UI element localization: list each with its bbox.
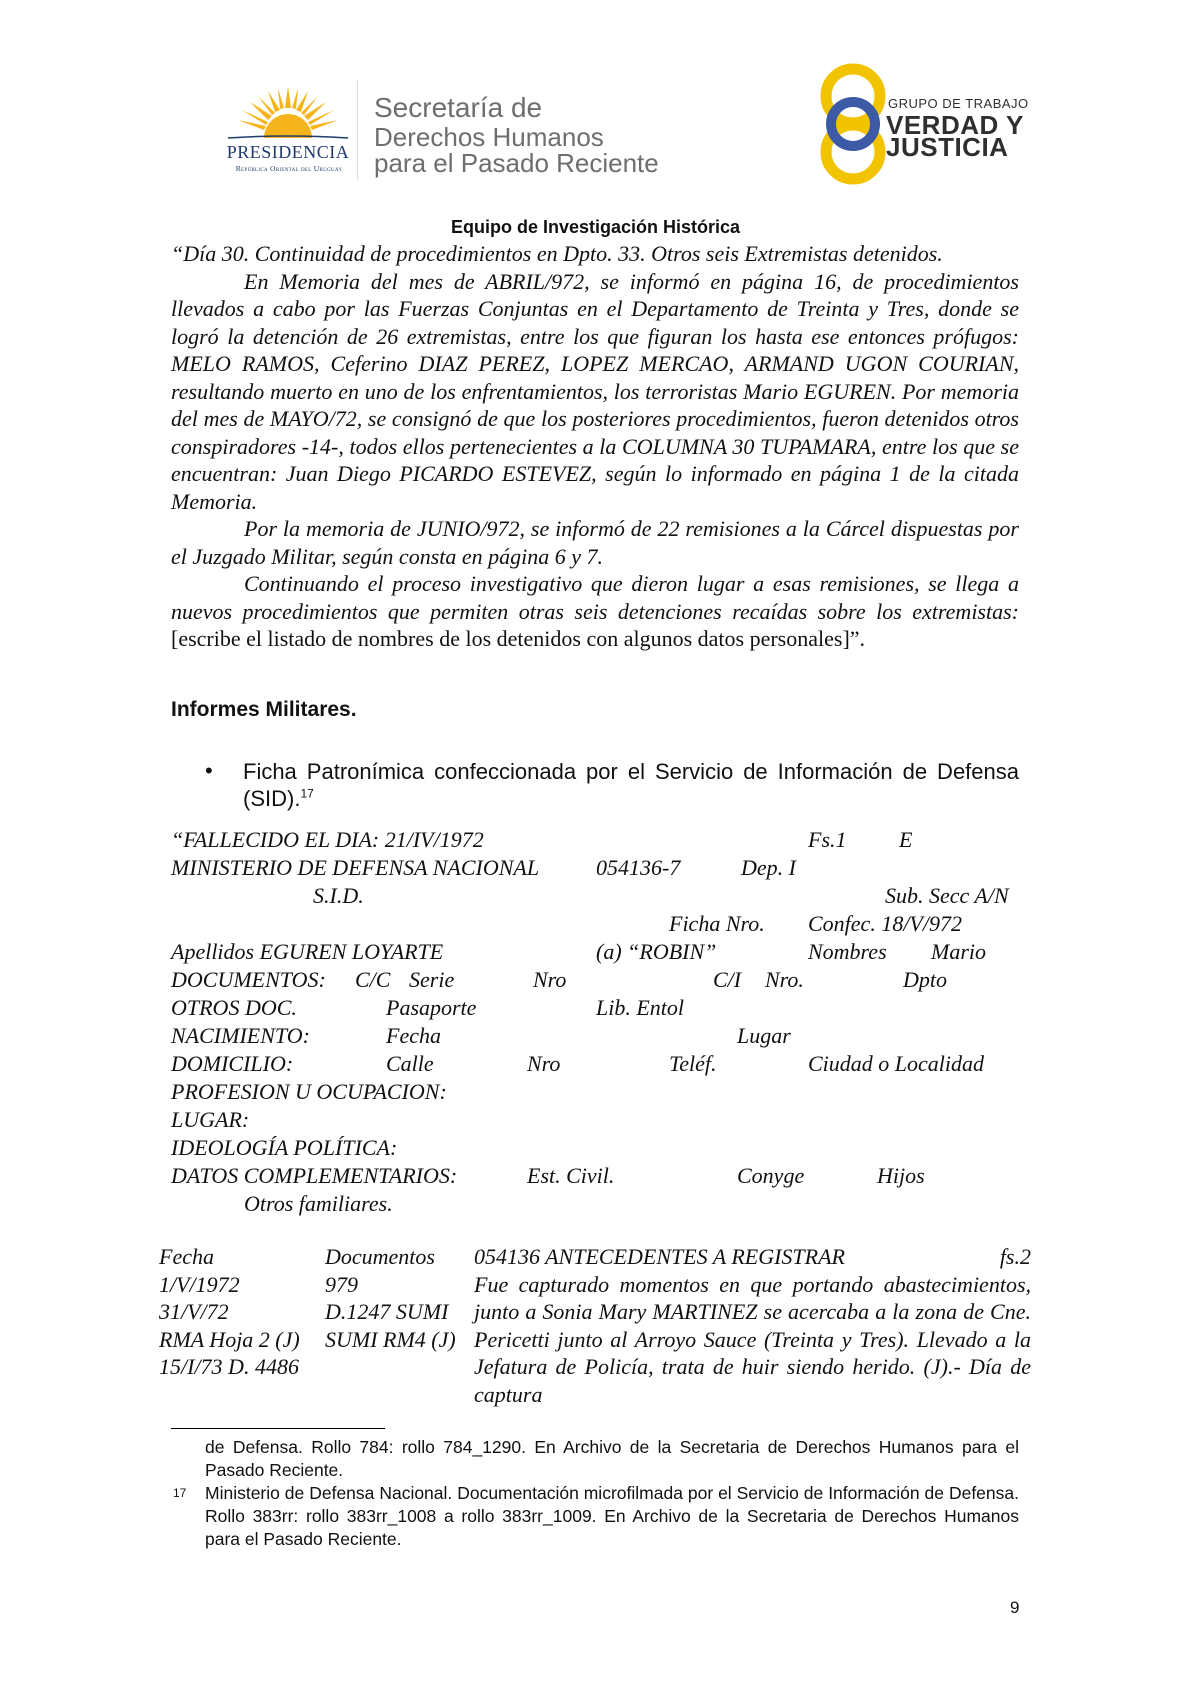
ficha-row-datos: [171, 1162, 1031, 1190]
secretaria-line-3: para el Pasado Reciente: [374, 148, 659, 178]
presidencia-subtitle: República Oriental del Uruguay: [235, 164, 343, 173]
antecedentes-fs2: fs.2: [999, 1244, 1031, 1269]
ficha-row-ideologia: [171, 1134, 1031, 1162]
ficha-telef: Teléf.: [669, 1051, 717, 1076]
ficha-fallecido: “FALLECIDO EL DIA: 21/IV/1972: [171, 827, 484, 852]
ficha-profesion: PROFESION U OCUPACION:: [171, 1079, 447, 1104]
quote-line-1: “Día 30. Continuidad de procedimientos en Dpto. 33. Otros seis Extremistas detenidos.: [171, 241, 943, 266]
grupo-trabajo-label: GRUPO DE TRABAJO: [888, 96, 1029, 111]
ficha-nro3: Nro: [527, 1051, 561, 1076]
antecedentes-col-documentos: [325, 1243, 456, 1353]
secretaria-line-1: Secretaría de: [374, 92, 543, 123]
ficha-hijos: Hijos: [877, 1163, 925, 1188]
quote-paragraph-3: [171, 570, 1019, 653]
ficha-confec: Confec. 18/V/972: [808, 911, 962, 936]
ficha-cc: C/C: [355, 967, 391, 992]
ficha-lugar2: LUGAR:: [171, 1107, 250, 1132]
ficha-calle: Calle: [386, 1051, 434, 1076]
antecedentes-col-detalle: [474, 1243, 1031, 1408]
ficha-dep: Dep. I: [741, 855, 796, 880]
antecedentes-fecha-cell: 15/I/73 D. 4486: [159, 1354, 299, 1379]
ficha-lugar: Lugar: [737, 1023, 791, 1048]
document-header-team: Equipo de Investigación Histórica: [450, 217, 741, 237]
quote-paragraph-2: Por la memoria de JUNIO/972, se informó de 22 remisiones a la Cárcel dispuestas por el Juzgado Militar, según consta en página 6 y 7.: [171, 516, 1019, 569]
antecedentes-doc-cell: 979: [325, 1271, 358, 1297]
ficha-est-civil: Est. Civil.: [527, 1163, 615, 1188]
ficha-nacimiento: NACIMIENTO:: [171, 1023, 310, 1048]
ficha-nro-label: Ficha Nro.: [669, 911, 765, 936]
ficha-otros-doc: OTROS DOC.: [171, 995, 297, 1020]
ficha-row-apellidos: [171, 938, 1031, 966]
footnote-separator: [171, 1428, 385, 1429]
page-number: 9: [1010, 1598, 1020, 1617]
antecedentes-fecha-cell: RMA Hoja 2 (J): [159, 1326, 300, 1352]
bullet-symbol: •: [205, 758, 213, 783]
ficha-row-nacimiento: [171, 1022, 1031, 1050]
antecedentes-fecha-cell: 31/V/72: [159, 1299, 229, 1324]
antecedentes-doc-cell: SUMI RM4 (J): [325, 1326, 456, 1352]
quote-paragraph-3-bracket: [escribe el listado de nombres de los detenidos con algunos datos personales]”.: [171, 626, 866, 651]
section-title: Informes Militares.: [171, 698, 357, 721]
antecedentes-doc-cell: D.1247 SUMI: [325, 1299, 449, 1324]
bullet-item: [243, 758, 1019, 812]
presidencia-sun-logo: [228, 82, 348, 142]
ficha-row-lugar: [171, 1106, 1031, 1134]
ficha-apellidos: Apellidos EGUREN LOYARTE: [171, 939, 444, 964]
verdad-label: VERDAD Y: [886, 110, 1024, 140]
ficha-nombres-value: Mario: [931, 939, 986, 964]
antecedentes-header: 054136 ANTECEDENTES A REGISTRAR: [474, 1244, 845, 1269]
ficha-ministerio: MINISTERIO DE DEFENSA NACIONAL: [171, 855, 540, 880]
ficha-domicilio: DOMICILIO:: [171, 1051, 294, 1076]
ficha-row-sid: [171, 882, 1031, 910]
secretaria-line-2: Derechos Humanos: [374, 122, 604, 152]
ficha-sid: S.I.D.: [313, 883, 364, 908]
footnote-17-number: 17: [173, 1486, 187, 1500]
ficha-row-fallecido: [171, 826, 1031, 854]
ficha-lib-entol: Lib. Entol: [596, 995, 685, 1020]
header-divider: [357, 80, 358, 180]
ficha-row-otros-familiares: [171, 1190, 1031, 1218]
footnote-continued: de Defensa. Rollo 784: rollo 784_1290. En Archivo de la Secretaria de Derechos Humanos para el Pasado Reciente.: [205, 1437, 1019, 1480]
ficha-pasaporte: Pasaporte: [386, 995, 477, 1020]
ficha-serie: Serie: [409, 967, 455, 992]
ficha-fs1: Fs.1: [808, 827, 847, 852]
ficha-row-confec: [171, 910, 1031, 938]
ficha-nombres-label: Nombres: [808, 939, 887, 964]
ficha-documentos: DOCUMENTOS:: [171, 967, 326, 992]
antecedentes-col-fecha: [159, 1243, 300, 1381]
ficha-ideologia: IDEOLOGÍA POLÍTICA:: [171, 1135, 398, 1160]
justicia-label: JUSTICIA: [886, 132, 1009, 162]
ficha-ci: C/I: [713, 967, 742, 992]
antecedentes-header-row: [474, 1243, 1031, 1271]
ficha-numero: 054136-7: [596, 855, 681, 880]
ficha-e: E: [899, 827, 913, 852]
verdad-justicia-rings-logo: [812, 60, 894, 188]
bullet-item-text: Ficha Patronímica confeccionada por el Servicio de Información de Defensa (SID).: [243, 759, 1019, 811]
antecedentes-doc-cell: Documentos: [325, 1244, 435, 1269]
ficha-fecha: Fecha: [386, 1023, 441, 1048]
quoted-memoria-text: [171, 240, 1019, 653]
ficha-row-otros-doc: [171, 994, 1031, 1022]
ficha-row-ministerio: [171, 854, 1031, 882]
antecedentes-fecha-cell: Fecha: [159, 1244, 214, 1269]
ficha-row-domicilio: [171, 1050, 1031, 1078]
ficha-dpto: Dpto: [903, 967, 947, 992]
ficha-subsecc: Sub. Secc A/N: [885, 883, 1009, 908]
footnote-ref-17: 17: [300, 786, 314, 801]
ficha-conyuge: Conyge: [737, 1163, 805, 1188]
ficha-otros-familiares: Otros familiares.: [244, 1191, 393, 1216]
presidencia-label: PRESIDENCIA: [226, 142, 350, 162]
ficha-row-documentos: [171, 966, 1031, 994]
antecedentes-detalle-text: Fue capturado momentos en que portando abastecimientos, junto a Sonia Mary MARTINEZ se acercaba a la zona de Cne. Pericetti junto al Arroyo Sauce (Treinta y Tres). Llevado a la Jefatura de Policía, trata de huir siendo herido. (J).- Día de captura: [474, 1271, 1031, 1407]
quote-paragraph-1: En Memoria del mes de ABRIL/972, se informó en página 16, de procedimientos llevados a cabo por las Fuerzas Conjuntas en el Departamento de Treinta y Tres, donde se logró la detención de 26 extremistas, entre los que figuran los hasta ese entonces prófugos: MELO RAMOS, Ceferino DIAZ PEREZ, LOPEZ MERCAO, ARMAND UGON COURIAN, resultando muerto en uno de los enfrentamientos, los terroristas Mario EGUREN. Por memoria del mes de MAYO/72, se consignó de que los posteriores procedimientos, fueron detenidos otros conspiradores -14-, todos ellos pertenecientes a la COLUMNA 30 TUPAMARA, entre los que se encuentran: Juan Diego PICARDO ESTEVEZ, según lo informado en página 1 de la citada Memoria.: [171, 268, 1019, 514]
ficha-ciudad: Ciudad o Localidad: [808, 1051, 985, 1076]
ficha-nro2: Nro.: [765, 967, 804, 992]
ficha-nro: Nro: [533, 967, 567, 992]
ficha-row-profesion: [171, 1078, 1031, 1106]
antecedentes-fecha-cell: 1/V/1972: [159, 1271, 240, 1297]
footnote-17: Ministerio de Defensa Nacional. Documentación microfilmada por el Servicio de Información de Defensa. Rollo 383rr: rollo 383rr_1008 a rollo 383rr_1009. En Archivo de la Secretaria de Derechos Humanos para el Pasado Reciente.: [205, 1483, 1019, 1549]
ficha-alias: (a) “ROBIN”: [596, 939, 717, 964]
quote-paragraph-3-italic: Continuando el proceso investigativo que dieron lugar a esas remisiones, se llega a nuevos procedimientos que permiten otras seis detenciones recaídas sobre los extremistas:: [171, 571, 1019, 624]
ficha-datos-complementarios: DATOS COMPLEMENTARIOS:: [171, 1163, 458, 1188]
